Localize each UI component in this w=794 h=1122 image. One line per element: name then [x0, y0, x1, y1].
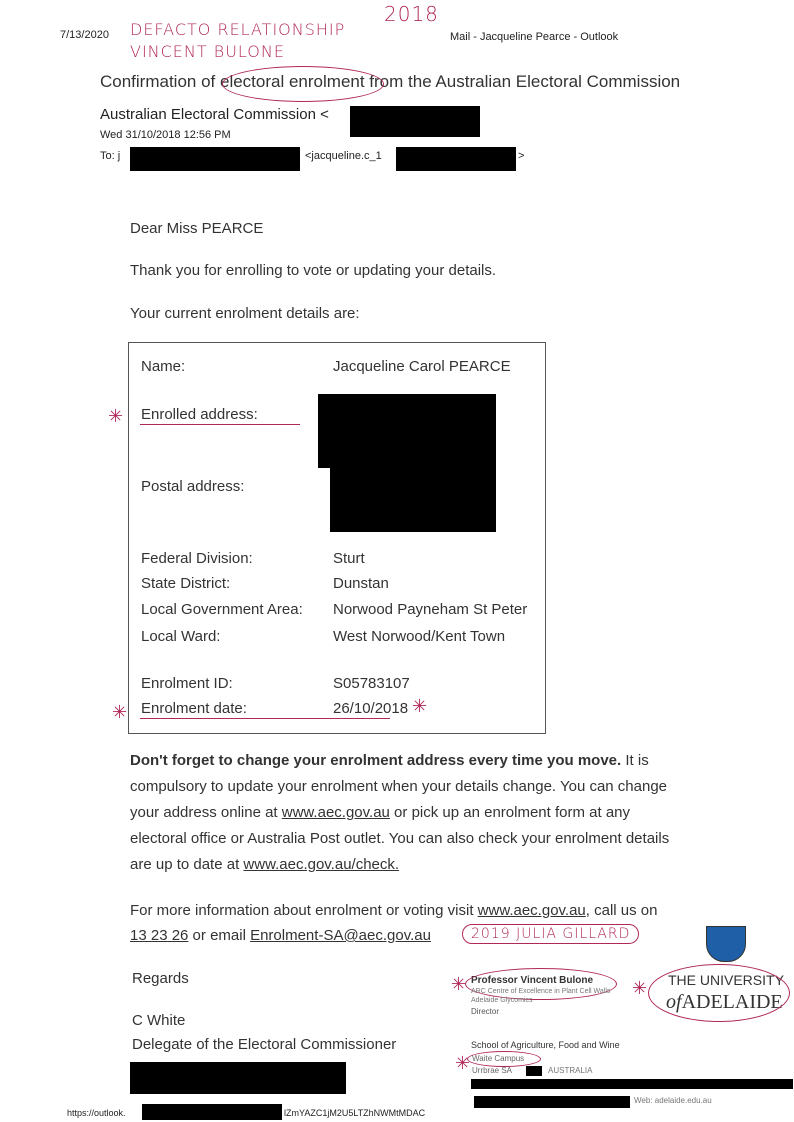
annotation-note: 2019 JULIA GILLARD — [462, 924, 639, 944]
email-link[interactable]: Enrolment-SA@aec.gov.au — [250, 927, 431, 944]
aec-link[interactable]: www.aec.gov.au — [281, 804, 390, 821]
phone-link[interactable]: 13 23 26 — [130, 927, 189, 944]
annotation-circle — [222, 66, 384, 102]
contact-line: 13 23 26 or email Enrolment-SA@aec.gov.au — [130, 927, 431, 944]
email-subject: Confirmation of electoral enrolment from the Australian Electoral Commission — [100, 72, 681, 91]
email-to-address: <jacqueline.c_1 — [305, 150, 382, 162]
redaction — [396, 147, 516, 171]
thanks-line: Thank you for enrolling to vote or updating your details. — [130, 262, 497, 279]
redaction — [318, 394, 496, 468]
redaction — [130, 147, 300, 171]
email-from: Australian Electoral Commission < — [100, 106, 329, 123]
signer-name: C White — [132, 1012, 186, 1029]
annotation-underline — [140, 718, 390, 719]
document-page: 7/13/2020 DEFACTO RELATIONSHIP 2018 VINCENT BULONE Mail - Jacqueline Pearce - Outlook Confirmation of electoral enrolment from the Australian Electoral Commission Australian Electoral Commission < Wed 31/10/2018 12:56 PM To: j <jacqueline.c_1 > Dear Miss PEARCE Thank you for enrolling to vote or updating your details. Your current enrolment details are: Name: Jacqueline Carol PEARCE Enrolled address: Postal address: Federal Division: Sturt State District: Dunstan Local Government Area: Norwood Payneham St Peter Local Ward: West Norwood/Kent Town Enrolment ID: S05783107 Enrolment date: 26/10/2018 ✳ ✳ ✳ Don't forget to change your enrolment address every time you move. It is compulsory to update your enrolment when your details change. You can change your address online at www.aec.gov.au or pick up an enrolment form at any electoral office or Australia Post outlet. You can also check your enrolment details are up to date at www.aec.gov.au/check. For more information about enrolment or voting visit www.aec.gov.au, call us on 13 23 26 or email Enrolment-SA@aec.gov.au 2019 JULIA GILLARD Regards C White Delegate of the Electoral Commissioner Professor Vincent Bulone ARC Centre of Excellence in Plant Cell Walls Adelaide Glycomics Director School of Agriculture, Food and Wine Waite Campus Urrbrae SA AUSTRALIA Web: adelaide.edu.au THE UNIVERSITY ofADELAIDE ✳ ✳ ✳ https://outlook. lZmYAZC1jM2U5LTZhNWMtMDAC — [0, 0, 794, 1122]
info-line: For more information about enrolment or voting visit www.aec.gov.au, call us on — [130, 902, 658, 919]
email-datetime: Wed 31/10/2018 12:56 PM — [100, 129, 231, 141]
aec-check-link[interactable]: www.aec.gov.au/check. — [243, 856, 400, 873]
annotation-name: VINCENT BULONE — [130, 42, 285, 61]
redaction — [142, 1104, 282, 1120]
annotation-star-icon: ✳ — [451, 974, 467, 994]
print-title: Mail - Jacqueline Pearce - Outlook — [450, 31, 619, 43]
intro-line: Your current enrolment details are: — [130, 305, 360, 322]
regards: Regards — [132, 970, 189, 987]
greeting: Dear Miss PEARCE — [130, 220, 264, 237]
annotation-year: 2018 — [384, 2, 439, 26]
print-date: 7/13/2020 — [60, 29, 109, 41]
annotation-star-icon: ✳ — [412, 696, 428, 716]
annotation-defacto: DEFACTO RELATIONSHIP — [130, 20, 346, 39]
email-to: To: j — [100, 150, 121, 162]
signer-role: Delegate of the Electoral Commissioner — [132, 1036, 397, 1053]
redaction — [350, 106, 480, 137]
annotation-star-icon: ✳ — [108, 406, 124, 426]
aec-link[interactable]: www.aec.gov.au — [477, 902, 586, 919]
annotation-star-icon: ✳ — [632, 978, 648, 998]
university-crest-icon — [706, 926, 746, 962]
annotation-star-icon: ✳ — [112, 702, 128, 722]
redaction — [130, 1062, 346, 1094]
annotation-star-icon: ✳ — [455, 1053, 471, 1073]
footer-url-end: lZmYAZC1jM2U5LTZhNWMtMDAC — [284, 1108, 426, 1118]
annotation-underline — [140, 424, 300, 425]
redaction — [330, 466, 496, 532]
footer-url: https://outlook. — [67, 1108, 126, 1118]
